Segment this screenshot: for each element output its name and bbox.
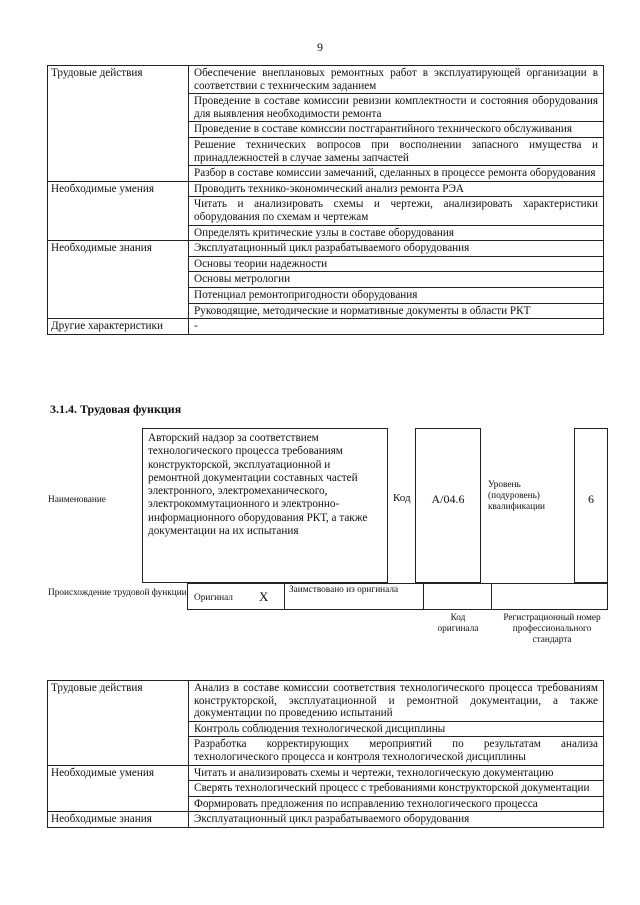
level-value: 6: [588, 492, 594, 506]
function-name-box: Авторский надзор за соответствием технологического процесса требованиям конструкторской, эксплуатационной и ремонтной документации составных частей электронного, электромеханического, электрокоммутационного и электронно-информационного оборудования РКТ, а также документации на их испытания: [142, 428, 388, 583]
row-label: Необходимые знания: [48, 241, 189, 319]
name-label: Наименование: [48, 495, 106, 505]
row-item: Проведение в составе комиссии постгарантийного технического обслуживания: [189, 122, 604, 138]
row-item: Читать и анализировать схемы и чертежи, технологическую документацию: [189, 765, 604, 781]
level-label: Уровень (подуровень) квалификации: [488, 480, 546, 512]
table-row: [48, 812, 604, 828]
section-title: 3.1.4. Трудовая функция: [50, 402, 182, 416]
row-item: Эксплуатационный цикл разрабатываемого оборудования: [189, 241, 604, 257]
row-item: Руководящие, методические и нормативные документы в области РКТ: [189, 303, 604, 319]
row-item: Эксплуатационный цикл разрабатываемого оборудования: [189, 812, 604, 828]
code-box: [415, 428, 481, 583]
level-box: [574, 428, 608, 583]
table-row: [48, 181, 604, 197]
table-row: [48, 681, 604, 722]
table-row: [48, 765, 604, 781]
code-value: А/04.6: [431, 492, 465, 506]
page-number: 9: [317, 40, 323, 54]
original-mark: X: [259, 589, 269, 604]
row-item: Анализ в составе комиссии соответствия технологического процесса требованиям конструкторской, эксплуатационной и ремонтной документации, а также документации по проведению испытаний: [189, 681, 604, 722]
row-label: Трудовые действия: [48, 66, 189, 182]
borrowed-label: Заимствовано из оригинала: [289, 585, 399, 595]
row-item: Формировать предложения по исправлению технологического процесса: [189, 796, 604, 812]
reg-number-caption: Регистрационный номер профессионального стандарта: [503, 613, 601, 645]
code-original-caption: Код оригинала: [437, 613, 479, 634]
row-item: Основы метрологии: [189, 272, 604, 288]
code-label: Код: [393, 492, 411, 504]
row-label: Другие характеристики: [48, 319, 189, 335]
row-item: Проведение в составе комиссии ревизии комплектности и состояния оборудования для выявления необходимости ремонта: [189, 94, 604, 122]
row-item: Читать и анализировать схемы и чертежи, анализировать характеристики оборудования по схемам и чертежам: [189, 197, 604, 225]
row-item: Потенциал ремонтопригодности оборудования: [189, 287, 604, 303]
row-item: Основы теории надежности: [189, 256, 604, 272]
row-item: Решение технических вопросов при восполнении запасного имущества и принадлежностей в случае замены запчастей: [189, 137, 604, 165]
table-row: [48, 241, 604, 257]
origin-row: [187, 583, 608, 610]
row-item: Сверять технологический процесс с требованиями конструкторской документации: [189, 781, 604, 797]
table-row: [48, 319, 604, 335]
row-label: Необходимые знания: [48, 812, 189, 828]
row-label: Необходимые умения: [48, 765, 189, 812]
row-item: Контроль соблюдения технологической дисциплины: [189, 721, 604, 737]
row-label: Трудовые действия: [48, 681, 189, 766]
origin-label: Происхождение трудовой функции: [48, 588, 187, 598]
row-item: Разбор в составе комиссии замечаний, сделанных в процессе ремонта оборудования: [189, 166, 604, 182]
row-item: -: [189, 319, 604, 335]
original-label: Оригинал: [194, 593, 233, 603]
row-item: Разработка корректирующих мероприятий по результатам анализа технологического процесса и контроля технологической дисциплины: [189, 737, 604, 765]
row-item: Обеспечение внеплановых ремонтных работ в эксплуатирующей организации в соответствии с техническим заданием: [189, 66, 604, 94]
row-item: Определять критические узлы в составе оборудования: [189, 225, 604, 241]
bottom-competency-table: [47, 680, 604, 828]
row-item: Проводить технико-экономический анализ ремонта РЭА: [189, 181, 604, 197]
row-label: Необходимые умения: [48, 181, 189, 240]
table-row: [48, 66, 604, 94]
top-competency-table: [47, 65, 604, 335]
